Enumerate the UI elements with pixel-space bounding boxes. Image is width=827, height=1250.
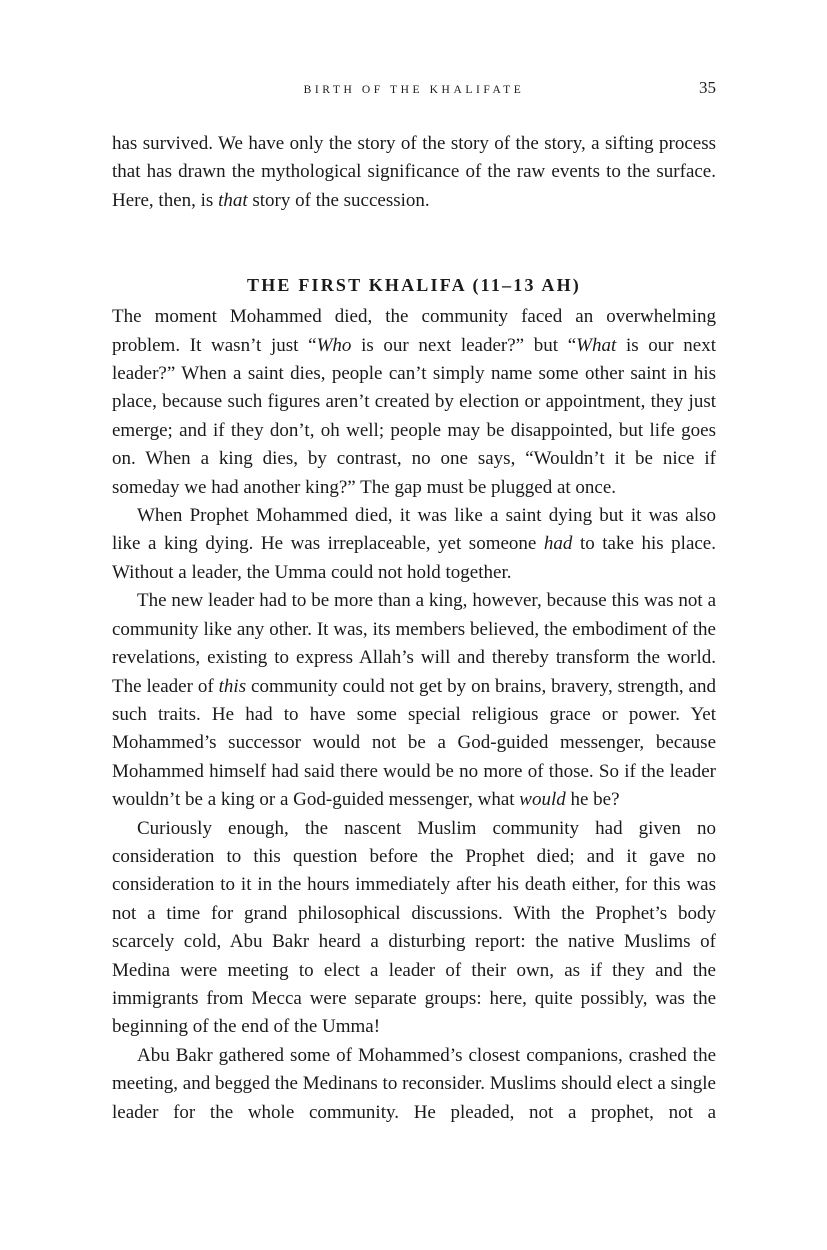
paragraph: [112, 502, 716, 587]
paragraph: [112, 815, 716, 1042]
text-run: Curiously enough, the nascent Muslim community had given no consideration to this question before the Prophet died; and it gave no consideration to it in the hours immediately after his death either, for this was not a time for grand philosophical discussions. With the Prophet’s body scarcely cold, Abu Bakr heard a disturbing report: the native Muslims of Medina were meeting to elect a leader of their own, as if they and the immigrants from Mecca were separate groups: here, quite possibly, was the beginning of the end of the Umma!: [112, 817, 716, 1038]
paragraph: [112, 303, 716, 502]
text-run: Abu Bakr gathered some of Mohammed’s closest companions, crashed the meeting, and begged the Medinans to reconsider. Muslims should elect a single leader for the whole community. He pleaded, not a prophet, not a: [112, 1044, 716, 1123]
text-run: The new leader had to be more than a king, however, because this was not a community like any other. It was, its members believed, the embodiment of the revelations, existing to express Allah’s will and thereby transform the world. The leader of: [112, 590, 716, 697]
text-run: to take his place. Without a leader, the Umma could not hold together.: [112, 533, 716, 583]
text-run: When Prophet Mohammed died, it was like a saint dying but it was also like a king dying. He was irreplaceable, yet someone: [112, 505, 716, 555]
text-run: is our next leader?” When a saint dies, people can’t simply name some other saint in his place, because such figures aren’t created by election or appointment, they just emerge; and if they don’t, oh well; people may be disappointed, but life goes on. When a king dies, by contrast, no one says, “Wouldn’t it be nice if someday we had another king?” The gap must be plugged at once.: [112, 334, 717, 498]
text-run: he be?: [565, 789, 620, 811]
italic-text: that: [218, 189, 248, 211]
running-head: [112, 80, 716, 100]
italic-text: Who: [316, 334, 352, 356]
paragraph: [112, 587, 716, 814]
italic-text: would: [519, 789, 566, 811]
text-run: story of the succession.: [247, 189, 430, 211]
text-run: is our next leader?” but “: [351, 334, 577, 356]
section-heading: THE FIRST KHALIFA (11–13 AH): [247, 275, 581, 296]
page-number: 35: [699, 78, 716, 97]
italic-text: had: [543, 533, 573, 555]
italic-text: What: [576, 334, 617, 356]
body-text: [112, 130, 716, 1127]
text-run: The moment Mohammed died, the community faced an overwhelming problem. It wasn’t just “: [112, 306, 716, 356]
intro-paragraphs: [112, 130, 716, 215]
paragraph: [112, 1042, 716, 1127]
italic-text: this: [218, 675, 247, 697]
text-run: community could not get by on brains, bravery, strength, and such traits. He had to have some special religious grace or power. Yet Mohammed’s successor would not be a God-guided messenger, because Mohammed himself had said there would be no more of those. So if the leader wouldn’t be a king or a God-guided messenger, what: [112, 675, 716, 811]
section-paragraphs: [112, 303, 716, 1127]
running-head-title: BIRTH OF THE KHALIFATE: [303, 84, 525, 96]
paragraph: [112, 130, 716, 215]
text-run: has survived. We have only the story of the story of the story, a sifting process that has drawn the mythological significance of the raw events to the surface. Here, then, is: [112, 133, 716, 211]
